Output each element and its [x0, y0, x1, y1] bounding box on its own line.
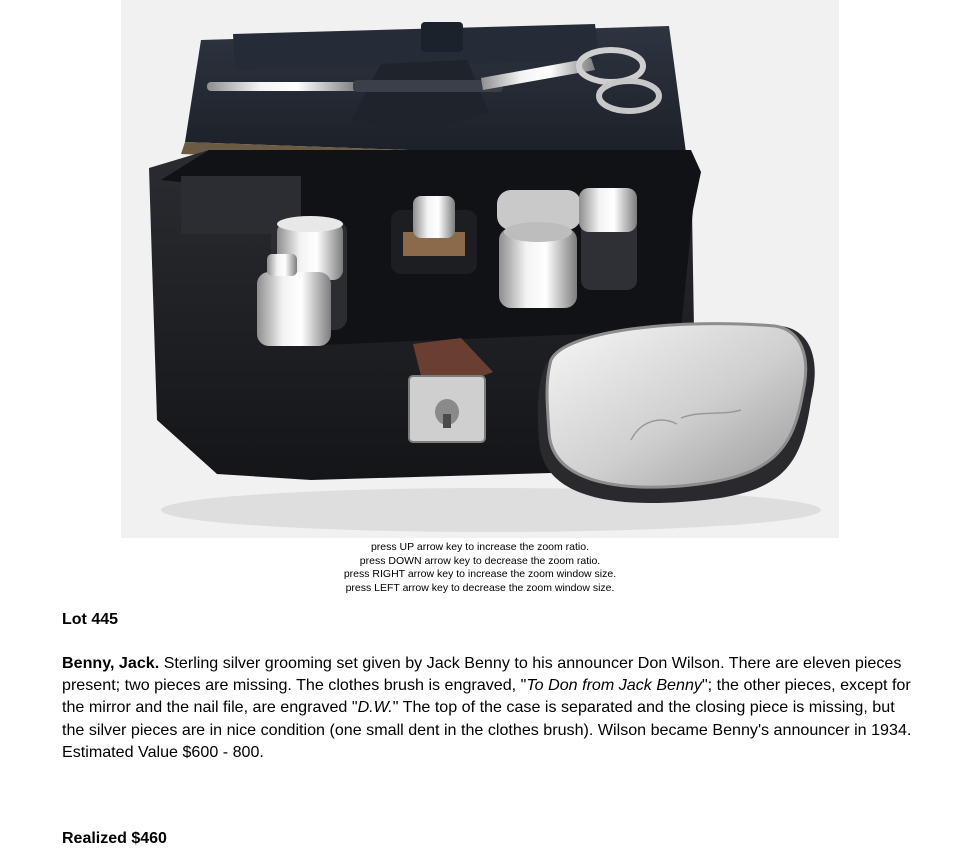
brush-engraving: To Don from Jack Benny [526, 676, 702, 695]
realized-price: Realized $460 [62, 830, 167, 847]
description-text-1: Sterling silver grooming set given by Jack Benny to his announcer Don Wilson. There are eleven pieces present; two pieces are missing. The clothes brush is engraved, " [62, 654, 902, 695]
lot-name: Benny, Jack. [62, 654, 160, 672]
description-text-3: " The top of the case is separated and the closing piece is missing, but the silver pieces are in nice condition (one small dent in the clothes brush). Wilson became Benny's announcer in 1934. [62, 698, 912, 739]
zoom-hint-down: press DOWN arrow key to decrease the zoom ratio. [359, 554, 601, 567]
zoom-hint-left: press LEFT arrow key to decrease the zoom window size. [345, 581, 615, 594]
zoom-hint-up: press UP arrow key to increase the zoom ratio. [370, 541, 590, 553]
description-text-2: "; the other pieces, except for the mirror and the nail file, are engraved " [62, 676, 911, 717]
grooming-set-image [121, 0, 839, 538]
pieces-engraving: D.W. [357, 698, 393, 717]
lot-photo[interactable] [121, 0, 839, 538]
zoom-instructions [121, 541, 839, 595]
nail-file [207, 82, 357, 91]
estimated-value: Estimated Value $600 - 800. [62, 742, 264, 761]
lot-number: Lot 445 [62, 611, 119, 628]
zoom-hint-right: press RIGHT arrow key to increase the zoom window size. [343, 568, 617, 581]
clothes-brush [538, 324, 815, 503]
lot-description [62, 652, 912, 763]
